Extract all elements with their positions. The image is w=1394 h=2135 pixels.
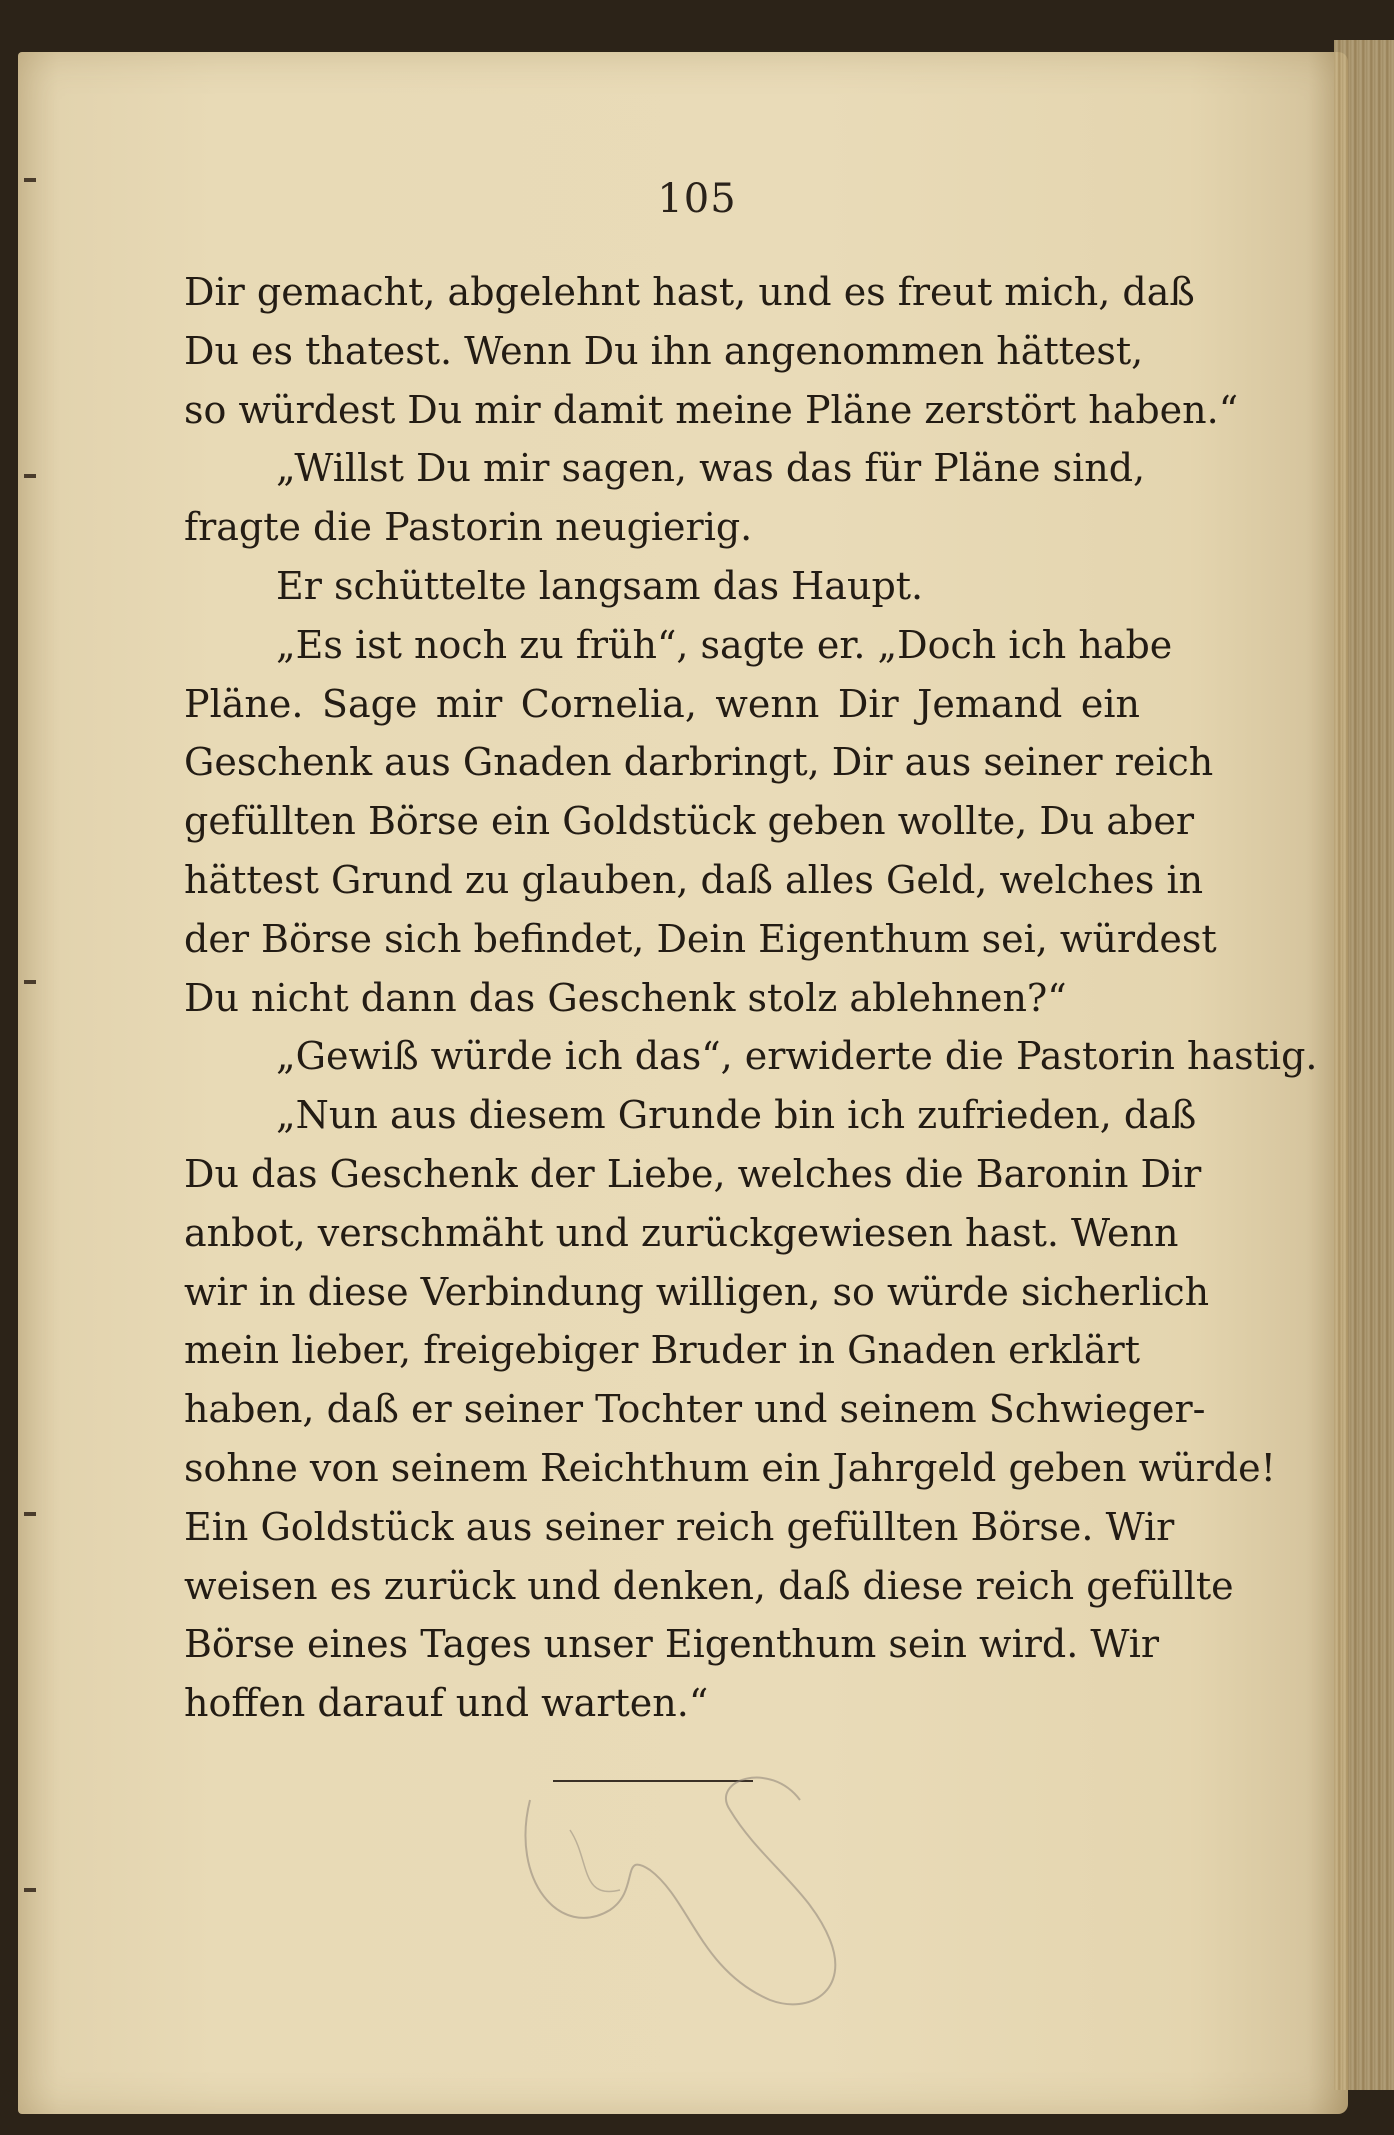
- text-line: anbot, verschmäht und zurückgewiesen hast. Wenn: [184, 1210, 1179, 1255]
- text-line: Du nicht dann das Geschenk stolz ablehnen?“: [184, 975, 1067, 1020]
- margin-mark: [24, 980, 36, 984]
- margin-mark: [24, 474, 36, 478]
- text-line: fragte die Pastorin neugierig.: [184, 505, 753, 550]
- text-line: Ein Goldstück aus seiner reich gefüllten Börse. Wir: [184, 1504, 1175, 1549]
- text-line: Börse eines Tages unser Eigenthum sein wird. Wir: [184, 1622, 1160, 1667]
- text-line: „Nun aus diesem Grunde bin ich zufrieden, daß: [276, 1093, 1197, 1138]
- margin-mark: [24, 1888, 36, 1892]
- text-line: „Gewiß würde ich das“, erwiderte die Pastorin hastig.: [276, 1034, 1318, 1079]
- text-line: „Willst Du mir sagen, was das für Pläne sind,: [276, 446, 1146, 491]
- text-line: so würdest Du mir damit meine Pläne zerstört haben.“: [184, 387, 1239, 432]
- text-line: Dir gemacht, abgelehnt hast, und es freut mich, daß: [184, 270, 1195, 314]
- text-line: sohne von seinem Reichthum ein Jahrgeld geben würde!: [184, 1445, 1276, 1490]
- text-line: hoffen darauf und warten.“: [184, 1681, 709, 1726]
- page-number: 105: [657, 176, 737, 222]
- text-line: Du das Geschenk der Liebe, welches die Baronin Dir: [184, 1151, 1202, 1196]
- pencil-doodle: [470, 1740, 890, 2040]
- text-line: haben, daß er seiner Tochter und seinem Schwieger-: [184, 1387, 1206, 1432]
- text-line: hättest Grund zu glauben, daß alles Geld, welches in: [184, 857, 1204, 902]
- text-line: wir in diese Verbindung willigen, so würde sicherlich: [184, 1269, 1210, 1314]
- text-line: mein lieber, freigebiger Bruder in Gnaden erklärt: [184, 1328, 1140, 1373]
- margin-mark: [24, 1512, 36, 1516]
- text-line: Er schüttelte langsam das Haupt.: [276, 563, 924, 608]
- book-edge: [1334, 40, 1394, 2090]
- text-line: Geschenk aus Gnaden darbringt, Dir aus seiner reich: [184, 740, 1214, 785]
- text-line: „Es ist noch zu früh“, sagte er. „Doch ich habe: [276, 622, 1173, 667]
- text-line: der Börse sich befindet, Dein Eigenthum sei, würdest: [184, 916, 1217, 961]
- text-line: Du es thatest. Wenn Du ihn angenommen hättest,: [184, 328, 1144, 373]
- text-line: gefüllten Börse ein Goldstück geben wollte, Du aber: [184, 799, 1195, 844]
- text-line: weisen es zurück und denken, daß diese reich gefüllte: [184, 1563, 1234, 1608]
- text-line: Pläne. Sage mir Cornelia, wenn Dir Jemand ein: [184, 681, 1140, 726]
- body-text: [184, 263, 1318, 1733]
